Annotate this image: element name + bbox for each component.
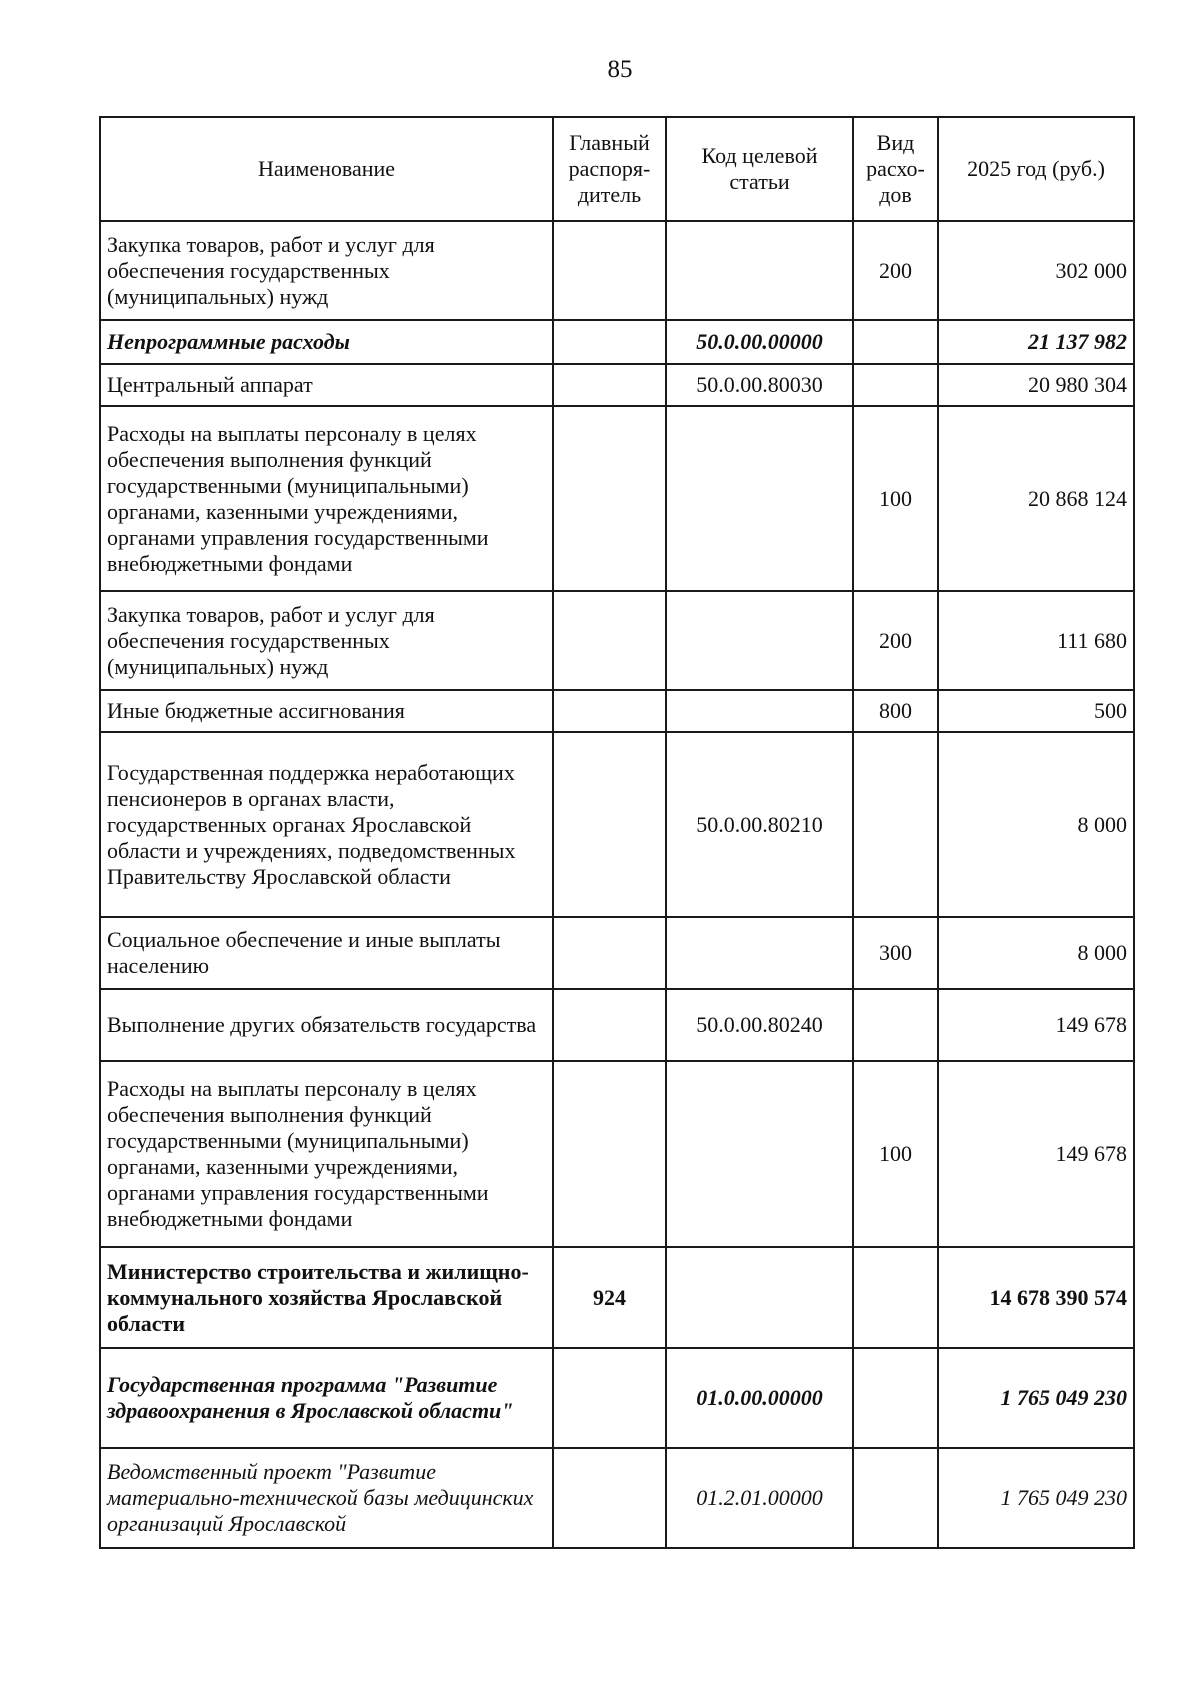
row-code: 50.0.00.80210: [666, 732, 853, 917]
row-code: 50.0.00.80030: [666, 364, 853, 406]
table-row: [100, 989, 1134, 1061]
row-amount: 1 765 049 230: [938, 1348, 1134, 1448]
row-kind: [853, 989, 938, 1061]
row-manager: [553, 221, 666, 320]
row-amount: 500: [938, 690, 1134, 732]
row-kind: 800: [853, 690, 938, 732]
row-manager: [553, 1448, 666, 1548]
table-row: [100, 364, 1134, 406]
row-code: 50.0.00.00000: [666, 320, 853, 364]
row-code: [666, 406, 853, 591]
row-kind: [853, 1247, 938, 1348]
row-amount: 20 980 304: [938, 364, 1134, 406]
row-name: Расходы на выплаты персоналу в целях обеспечения выполнения функций государственными (муниципальными) органами, казенными учреждениями, органами управления государственными внебюджетными фондами: [100, 406, 553, 591]
row-code: 50.0.00.80240: [666, 989, 853, 1061]
row-name: Социальное обеспечение и иные выплаты населению: [100, 917, 553, 989]
table-row: [100, 1247, 1134, 1348]
row-code: [666, 591, 853, 690]
row-manager: [553, 591, 666, 690]
row-amount: 1 765 049 230: [938, 1448, 1134, 1548]
row-kind: [853, 1448, 938, 1548]
row-name: Закупка товаров, работ и услуг для обеспечения государственных (муниципальных) нужд: [100, 591, 553, 690]
table-row: [100, 221, 1134, 320]
row-code: [666, 1247, 853, 1348]
header-name: Наименование: [100, 117, 553, 221]
row-name: Закупка товаров, работ и услуг для обеспечения государственных (муниципальных) нужд: [100, 221, 553, 320]
row-amount: 8 000: [938, 732, 1134, 917]
row-name: Центральный аппарат: [100, 364, 553, 406]
row-manager: [553, 732, 666, 917]
row-name: Государственная поддержка неработающих пенсионеров в органах власти, государственных органах Ярославской области и учреждениях, подведомственных Правительству Ярославской области: [100, 732, 553, 917]
row-name: Иные бюджетные ассигнования: [100, 690, 553, 732]
row-manager: [553, 917, 666, 989]
row-manager: [553, 364, 666, 406]
row-manager: [553, 320, 666, 364]
row-amount: 149 678: [938, 989, 1134, 1061]
table-header-row: [100, 117, 1134, 221]
table-row: [100, 1348, 1134, 1448]
row-manager: [553, 989, 666, 1061]
header-code: Код целевой статьи: [666, 117, 853, 221]
row-name: Ведомственный проект "Развитие материально-технической базы медицинских организаций Ярославской: [100, 1448, 553, 1548]
row-amount: 14 678 390 574: [938, 1247, 1134, 1348]
table-row: [100, 732, 1134, 917]
row-name: Расходы на выплаты персоналу в целях обеспечения выполнения функций государственными (муниципальными) органами, казенными учреждениями, органами управления государственными внебюджетными фондами: [100, 1061, 553, 1247]
table-row: [100, 406, 1134, 591]
row-amount: 302 000: [938, 221, 1134, 320]
row-code: 01.0.00.00000: [666, 1348, 853, 1448]
table-row: [100, 917, 1134, 989]
header-year: 2025 год (руб.): [938, 117, 1134, 221]
page-number: 85: [607, 56, 633, 83]
table-row: [100, 591, 1134, 690]
row-amount: 20 868 124: [938, 406, 1134, 591]
table-row: [100, 1448, 1134, 1548]
row-code: [666, 221, 853, 320]
row-name: Министерство строительства и жилищно-коммунального хозяйства Ярославской области: [100, 1247, 553, 1348]
table-row: [100, 320, 1134, 364]
table-row: [100, 1061, 1134, 1247]
row-kind: 300: [853, 917, 938, 989]
row-name: Выполнение других обязательств государства: [100, 989, 553, 1061]
row-manager: [553, 690, 666, 732]
row-kind: 100: [853, 406, 938, 591]
row-kind: 100: [853, 1061, 938, 1247]
row-kind: [853, 1348, 938, 1448]
row-kind: [853, 320, 938, 364]
row-manager: 924: [553, 1247, 666, 1348]
row-name: Государственная программа "Развитие здравоохранения в Ярославской области": [100, 1348, 553, 1448]
table-row: [100, 690, 1134, 732]
row-amount: 149 678: [938, 1061, 1134, 1247]
row-kind: [853, 732, 938, 917]
header-manager: Главный распоря-дитель: [553, 117, 666, 221]
row-kind: 200: [853, 221, 938, 320]
row-code: 01.2.01.00000: [666, 1448, 853, 1548]
row-kind: [853, 364, 938, 406]
row-name: Непрограммные расходы: [100, 320, 553, 364]
budget-table: [99, 116, 1135, 1549]
row-kind: 200: [853, 591, 938, 690]
row-manager: [553, 1061, 666, 1247]
row-amount: 111 680: [938, 591, 1134, 690]
row-amount: 8 000: [938, 917, 1134, 989]
row-manager: [553, 1348, 666, 1448]
row-amount: 21 137 982: [938, 320, 1134, 364]
row-code: [666, 1061, 853, 1247]
header-kind: Вид расхо-дов: [853, 117, 938, 221]
row-code: [666, 690, 853, 732]
row-manager: [553, 406, 666, 591]
row-code: [666, 917, 853, 989]
